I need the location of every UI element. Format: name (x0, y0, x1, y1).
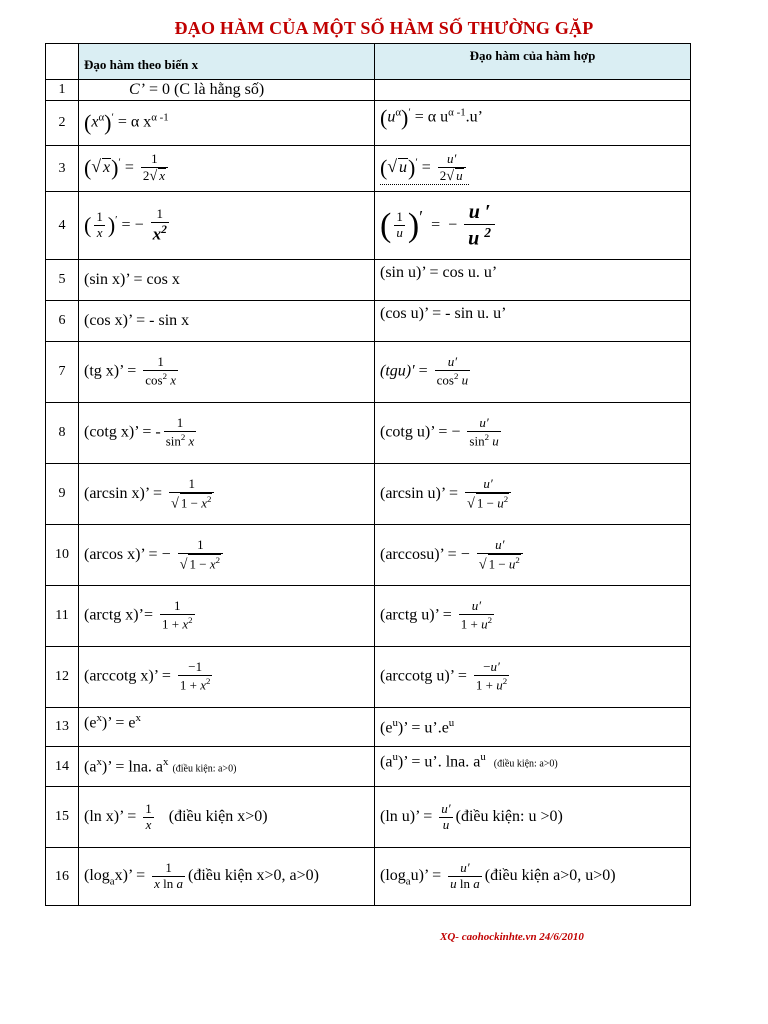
note-right: (điều kiện a>0, u>0) (484, 867, 616, 885)
row-number: 7 (46, 342, 79, 403)
table-row (46, 708, 691, 747)
formula-left: (cotg x)’ = - $\frac{1}{\sin^2 x}$ (79, 403, 375, 464)
formula-right: (tgu)′ = $\frac{u'}{\cos^2 u}$ (375, 342, 691, 403)
table-row (46, 848, 691, 906)
prefix-left: (arctg x)’= (84, 606, 157, 624)
formula-right: (arcsin u)’ = $\frac{u'}{√ 1 - u^2}$ (375, 464, 691, 525)
note-left: (C là hằng số) (174, 81, 265, 98)
table-row (46, 342, 691, 403)
prefix-left: (arcsin x)’ = (84, 484, 167, 502)
prefix-right: (arccosu)’ = (380, 545, 461, 563)
formula-left: $(a^x)$’ = lna. $a^x$ (điều kiện: a>0) (79, 747, 375, 787)
formula-left: (arccotg x)’ = $\frac{-1}{1 + x^2}$ (79, 647, 375, 708)
prefix-right: (cotg u)’ = (380, 423, 452, 441)
formula-left: C’ = 0 (C là hằng số) (79, 80, 375, 101)
formula-right: $(a^u)$’ = u’. lna. $a^u$ (điều kiện: a>0) (375, 747, 691, 787)
table-row (46, 101, 691, 146)
derivative-table (45, 43, 691, 906)
row-number: 16 (46, 848, 79, 906)
formula-right: (sin u)’ = cos u. u’ (375, 260, 691, 301)
formula-right: (cotg u)’ = − $\frac{u'}{\sin^2 u}$ (375, 403, 691, 464)
prefix-right: (arctg u)’ = (380, 606, 456, 624)
row-number: 8 (46, 403, 79, 464)
header-index-cell (46, 44, 79, 80)
table-row (46, 192, 691, 260)
row-number: 15 (46, 787, 79, 848)
header-right: Đạo hàm của hàm hợp (375, 44, 691, 80)
formula-left: ( $\frac{1}{x}$ )′ = − $\frac{1}{x^2}$ (79, 192, 375, 260)
prefix-right: (arccotg u)’ = (380, 667, 471, 685)
formula-left: (arcsin x)’ = $\frac{1}{√ 1 - x^2}$ (79, 464, 375, 525)
note-left: (điều kiện: a>0) (172, 763, 237, 775)
formula-left: $(e^x)$’ = $e^x$ (79, 708, 375, 747)
prefix-left: (cotg x)’ = - (84, 423, 161, 441)
formula-right: (arccosu)’ = − $\frac{u'}{√ 1 - u^2}$ (375, 525, 691, 586)
note-left: (điều kiện x>0, a>0) (188, 867, 319, 885)
formula-right: (arccotg u)’ = $\frac{-u'}{1 + u^2}$ (375, 647, 691, 708)
formula-left: (√ x)′ = $\frac{1}{2√ x}$ (79, 146, 375, 192)
prefix-right: (ln u)’ = (380, 807, 437, 825)
table-row (46, 80, 691, 101)
formula-left: $(x^\alpha)' = \alpha$ $x^{\alpha -1}$ (79, 101, 375, 146)
formula-left: (arcos x)’ = − $\frac{1}{√ 1 - x^2}$ (79, 525, 375, 586)
formula-right: $(u^\alpha)' = \alpha$ $u^{\alpha -1}.u$’ (375, 101, 691, 146)
table-header-row (46, 44, 691, 80)
formula-right: (ln u)’ = $\frac{u'}{u}$ (điều kiện: u >0) (375, 787, 691, 848)
table-row (46, 747, 691, 787)
table-row (46, 586, 691, 647)
row-number: 13 (46, 708, 79, 747)
formula-left: (tg x)’ = $\frac{1}{\cos^2 x}$ (79, 342, 375, 403)
table-row (46, 525, 691, 586)
formula-right: (cos u)’ = - sin u. u’ (375, 301, 691, 342)
table-row (46, 787, 691, 848)
row-number: 1 (46, 80, 79, 101)
table-row (46, 146, 691, 192)
note-left: (điều kiện x>0) (168, 807, 268, 825)
row-number: 11 (46, 586, 79, 647)
row-number: 12 (46, 647, 79, 708)
formula-right: (arctg u)’ = $\frac{u'}{1 + u^2}$ (375, 586, 691, 647)
formula-left: (ln x)’ = $\frac{1}{x}$ (điều kiện x>0) (79, 787, 375, 848)
header-left: Đạo hàm theo biến x (79, 44, 375, 80)
formula-right: ( $\frac{1}{u}$ )′ = − $\frac{u '}{u ^2}$ (375, 192, 691, 260)
prefix-left: (arccotg x)’ = (84, 667, 175, 685)
footer-credit: XQ- caohockinhte.vn 24/6/2010 (440, 931, 584, 943)
formula-right (375, 80, 691, 101)
table-row (46, 464, 691, 525)
row-number: 2 (46, 101, 79, 146)
prefix-left: (arcos x)’ = (84, 545, 162, 563)
formula-left: (sin x)’ = cos x (79, 260, 375, 301)
row-number: 3 (46, 146, 79, 192)
prefix-left: (tg x)’ = (84, 362, 141, 380)
formula-right: (√ u)′ = $\frac{u'}{2√ u}$ (375, 146, 691, 192)
formula-right: $(\log_au)$’ = $\frac{u'}{\text{u ln a}}$ (điều kiện a>0, u>0) (375, 848, 691, 906)
note-right: (điều kiện: a>0) (493, 758, 558, 770)
row-number: 5 (46, 260, 79, 301)
prefix-right: (arcsin u)’ = (380, 484, 463, 502)
row-number: 10 (46, 525, 79, 586)
row-number: 6 (46, 301, 79, 342)
formula-left: $(\log_ax)$’ = $\frac{1}{\text{x ln a}}$ (điều kiện x>0, a>0) (79, 848, 375, 906)
formula-right: $(e^u)$’ = $u’.e^u$ (375, 708, 691, 747)
prefix-left: (ln x)’ = (84, 807, 141, 825)
table-row (46, 647, 691, 708)
table-row (46, 301, 691, 342)
row-number: 14 (46, 747, 79, 787)
formula-left: (arctg x)’= $\frac{1}{1 + x^2}$ (79, 586, 375, 647)
row-number: 9 (46, 464, 79, 525)
table-row (46, 260, 691, 301)
table-row (46, 403, 691, 464)
formula-left: (cos x)’ = - sin x (79, 301, 375, 342)
row-number: 4 (46, 192, 79, 260)
note-right: (điều kiện: u >0) (455, 807, 563, 825)
page-title: ĐẠO HÀM CỦA MỘT SỐ HÀM SỐ THƯỜNG GẶP (174, 18, 594, 38)
